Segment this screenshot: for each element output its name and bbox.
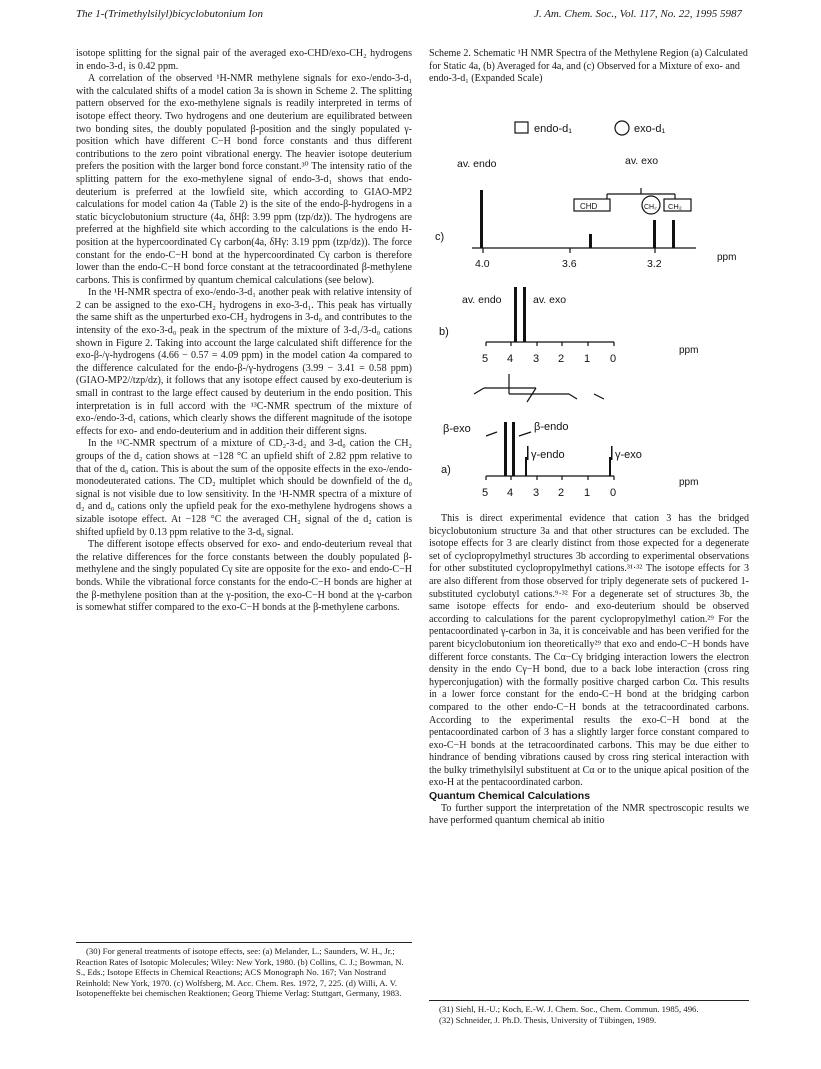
a-peak-gamma-endo (525, 457, 527, 476)
footnote: (30) For general treatments of isotope effects, see: (a) Melander, L.; Saunders, W. H., Jr.; Reaction Rates of Isotopic Molecules; Wiley: New York, 1980. (b) Collins, C. J.; Bowman, N. S., Eds.; Isotope Effects in Chemical Reactions; ACS Monograph No. 167; Van Nostrand Reinhold: New York, 1970. (c) Wolfsberg, M. Acc. Chem. Res. 1972, 7, 225. (d) Willi, A. V. Isotopeneffekte bei chemischen Reaktionen; Georg Thieme Verlag: Stuttgart, Germany, 1983. (76, 946, 404, 999)
c-ppm: ppm (717, 252, 737, 263)
a-tick: 4 (507, 487, 514, 499)
c-label: c) (435, 231, 445, 243)
c-chd-label: CHD (580, 202, 598, 211)
paragraph: A correlation of the observed ¹H-NMR methylene signals for exo-/endo-3-d₁ with the calculated shifts of a model cation 3a is shown in Scheme 2. The splitting pattern observed for the exo-methylene signals is readily interpreted in terms of isotope effect theory. Two hydrogens and one deuterium are equilibrated between two bonding sites, the doubly populated β-position and the singly populated γ-position which have different C−H bond force constants and thus different contributions to the zero point vibrational energy. The heavier isotope deuterium prefers the position with the larger bond force constant.³⁰ The intensity ratio of the splitting pattern for the exo-methylene signal of endo-3-d₁ shows that endo-deuterium is preferred at the lowfield site, which according to GIAO-MP2 calculations for model cation 4a (Table 2) is the site of the endo-β-hydrogens in a static bicyclobutonium structure (4a, δHβ: 3.99 ppm (tzp/dz)). The hydrogens are preferred at the highfield site which according to the calculations is the endo H-position at the hypercoordinated Cγ carbon(4a, δHγ: 3.19 ppm (tzp/dz)). The force constant for the endo-C−H bond at the hypercoordinated Cγ carbon is therefore lower than the endo-C−H bond force constant at the tetracoordinated β-methylene carbons. This is confirmed by quantum chemical calculations (see below). (76, 73, 412, 286)
legend-endo: endo-d₁ (534, 123, 572, 135)
c-ch2-circle-label: CH₂ (644, 204, 657, 211)
footnote-rule (429, 1000, 749, 1001)
c-av-endo: av. endo (457, 158, 497, 170)
footnote: (31) Siehl, H.-U.; Koch, E.-W. J. Chem. Soc., Chem. Commun. 1985, 496. (439, 1004, 699, 1014)
section-heading: Quantum Chemical Calculations (429, 790, 591, 803)
c-tick: 4.0 (475, 258, 490, 270)
paragraph: In the ¹³C-NMR spectrum of a mixture of CD₂-3-d₂ and 3-d₀ cation the CH₂ groups of the d₂ cation shows at −128 °C an upfield shift of 2.82 ppm relative to that of the d₀ cation. This is about the sum of the opposite effects in the exo-/endo-monodeuterated cations. The CD₂ multiplet which should be downfield of the d₀ signal is not visible due to low sensitivity. In the ¹H-NMR spectra of a mixture of d₂ and d₀ cations only the upfield peak for the exo-methylene hydrogens shows a sizable isotope effect. At −128 °C the averaged CH₂ signal of the d₂ cation is shifted upfield by 0.13 ppm relative to the 3-d₀ signal. (76, 438, 412, 538)
footnotes-left (76, 942, 412, 999)
b-tick: 4 (507, 353, 514, 365)
a-gamma-endo: γ-endo (531, 449, 565, 461)
legend-circle-icon (615, 121, 629, 135)
a-peak-beta-endo (512, 422, 515, 476)
c-tick: 3.6 (562, 258, 577, 270)
a-ppm: ppm (679, 477, 699, 488)
b-ppm: ppm (679, 345, 699, 356)
left-column (76, 48, 412, 615)
b-tick: 5 (482, 353, 489, 365)
right-column (429, 513, 749, 828)
journal-citation: J. Am. Chem. Soc., Vol. 117, No. 22, 1995 5987 (534, 8, 742, 20)
paragraph: isotope splitting for the signal pair of the averaged exo-CHD/exo-CH₂ hydrogens in endo-3-d₁ is 0.42 ppm. (76, 48, 412, 72)
c-av-exo: av. exo (625, 155, 659, 167)
b-tick: 0 (610, 353, 617, 365)
a-beta-endo: β-endo (534, 421, 569, 433)
paragraph: In the ¹H-NMR spectra of exo-/endo-3-d₁ another peak with relative intensity of 2 can be assigned to the exo-CH₂ hydrogens in exo-3-d₁. This peak has virtually the same shift as the unperturbed exo-CH₂ hydrogens in 3-d₀ and contributes to the intensity of the exo-3-d₀ peak in the spectrum of the mixture of 3-d₁/3-d₀ cations shown in Figure 2. Taking into account the large calculated shift difference for the exo-β-/γ-hydrogens (4.66 − 0.57 = 4.09 ppm) in the model cation 4a compared to the difference calculated for the endo-β-/γ-hydrogens (3.99 − 3.41 = 0.58 ppm) (GIAO-MP2//tzp/dz), it follows that any isotope effect caused by exo-deuterium is small in contrast to the large effect caused by deuterium in the endo position. This interpretation is in full accord with the ¹³C-NMR spectrum of the mixture of exo-/endo-3-d₁ cations, which clearly shows the different magnitude of the isotope effects for exo- and endo-deuterium and in addition their different signs. (76, 287, 412, 437)
b-peak-exo (523, 287, 526, 342)
b-label: b) (439, 326, 449, 338)
footnote: (32) Schneider, J. Ph.D. Thesis, University of Tübingen, 1989. (439, 1014, 657, 1025)
b-av-exo: av. exo (533, 294, 567, 306)
a-tick: 1 (584, 487, 591, 499)
a-tick: 2 (558, 487, 565, 499)
b-tick: 1 (584, 353, 591, 365)
paragraph: The different isotope effects observed for exo- and endo-deuterium reveal that the relative differences for the force constants between the doubly populated β-methylene and the singly populated Cγ site are opposite for the exo- and endo-C−H bonds. While the vibrational force constants for the endo-C−H bonds are higher at the β-methylene position than at the γ-position, the exo-C−H bond at the γ-carbon is somewhat stiffer compared to the exo-C−H bonds at the β-methylene carbons. (76, 539, 412, 614)
c-peak-chd (589, 234, 592, 248)
footnotes-right (429, 1000, 749, 1025)
a-tick: 0 (610, 487, 617, 499)
b-tick: 2 (558, 353, 565, 365)
a-tick: 5 (482, 487, 489, 499)
c-peak-ch2-circle (653, 220, 656, 248)
a-label: a) (441, 464, 451, 476)
c-peak-endo (480, 190, 483, 248)
c-peak-ch2-box (672, 220, 675, 248)
legend-exo: exo-d₁ (634, 123, 666, 135)
paragraph: To further support the interpretation of the NMR spectroscopic results we have performed quantum chemical ab initio (429, 802, 749, 827)
footnote-rule (76, 942, 412, 943)
b-peak-endo (514, 287, 517, 342)
c-tick: 3.2 (647, 258, 662, 270)
a-beta-exo: β-exo (443, 423, 471, 435)
a-peak-beta-exo (504, 422, 507, 476)
scheme-2-figure (429, 112, 751, 507)
scheme-caption: Scheme 2. Schematic ¹H NMR Spectra of the Methylene Region (a) Calculated for Static 4a, (b) Averaged for 4a, and (c) Observed for a Mixture of exo- and endo-3-d₁ (Expanded Scale) (429, 48, 748, 85)
b-tick: 3 (533, 353, 540, 365)
legend-square-icon (515, 122, 528, 133)
paragraph: This is direct experimental evidence that cation 3 has the bridged bicyclobutonium structure 3a and that other structures can be excluded. The isotope effects for 3 are clearly distinct from those expected for a degenerate set of cyclopropylmethyl structures 3b according to experimental observations for other substituted cyclopropylmethyl cations.³¹·³² The isotope effects for 3 are also different from those observed for triply degenerate sets of puckered 1-substituted cyclobutyl cations.⁹·³² For a degenerate set of structures 3b, the same isotope effects for endo- and exo-deuterium should be observed according to calculations for the parent cyclopropylmethyl cation.²⁹ For the pentacoordinated γ-carbon in 3a, it is conceivable and has been verified for the parent bicyclobutonium ion theoretically²⁹ that exo and endo-C−H bonds have different force constants. The Cα−Cγ bridging interaction lowers the electron density in the endo Cγ−H bond, due to a back lobe interaction (cross ring hyperconjugation) with the formally positive charged carbon Cα. This results in a lower force constant for the endo-C−H bond at the bridging carbon compared to the other endo-C−H bonds at the tetracoordinated carbons. According to the experimental results the exo-C−H bond at the pentacoordinated carbon of 3 has a slightly larger force constant compared to exo-C−H bonds at the tetracoordinated carbons. This may be due either to hindrance of bending vibrations caused by cross ring sterical interaction with the bulky trimethylsilyl substituent at Cα or to the unique apical position of the exo-H at the pentacoordinated carbon. (429, 513, 749, 789)
a-peak-gamma-exo (609, 457, 611, 476)
c-ch2-box-label: CH₂ (668, 202, 682, 211)
a-tick: 3 (533, 487, 540, 499)
a-gamma-exo: γ-exo (615, 449, 642, 461)
b-av-endo: av. endo (462, 294, 502, 306)
running-title: The 1-(Trimethylsilyl)bicyclobutonium Ion (76, 8, 263, 20)
